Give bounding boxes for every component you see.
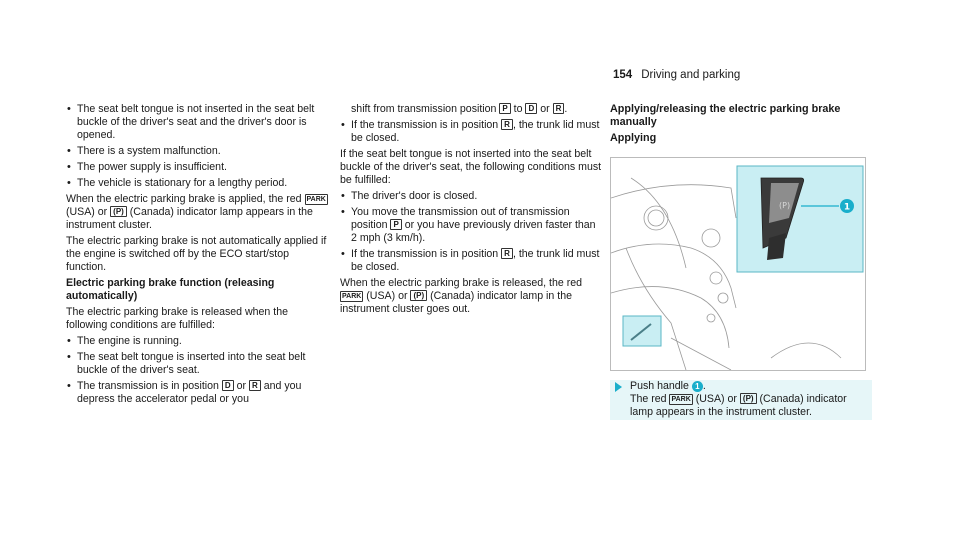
section-title: Driving and parking xyxy=(641,69,741,81)
list-item: • The transmission is in position D or R and you depress the accelerator pedal or you xyxy=(66,380,328,406)
instruction-step xyxy=(610,380,872,420)
list-item: • If the transmission is in position R , the trunk lid must be closed. xyxy=(340,119,602,145)
paragraph: The electric parking brake is released when the following conditions are fulfilled: xyxy=(66,306,288,331)
list-item: • The vehicle is stationary for a lengthy period. xyxy=(66,177,328,190)
list-item: • The driver's door is closed. xyxy=(340,190,602,203)
gear-p-icon: P xyxy=(390,219,401,230)
paragraph: When the electric parking brake is applied, the red PARK (USA) or (P) (Canada) indicator lamp appears in the instrument cluster. xyxy=(66,193,326,231)
gear-r-icon: R xyxy=(553,103,565,114)
paragraph: The electric parking brake is not automatically applied if the engine is switched off by the ECO start/stop function. xyxy=(66,235,327,273)
dashboard-drawing xyxy=(611,158,865,370)
list-item: • You move the transmission out of transmission position P or you have previously driven faster than 2 mph (3 km/h). xyxy=(340,206,602,245)
park-indicator-icon: PARK xyxy=(671,396,691,403)
sub-heading: Applying xyxy=(610,132,657,144)
list-item: • The seat belt tongue is not inserted in the seat belt buckle of the driver's seat and the driver's door is opened. xyxy=(66,103,328,142)
dashboard-illustration xyxy=(610,157,866,371)
page-number: 154 xyxy=(613,69,633,81)
section-heading: Applying/releasing the electric parking brake manually xyxy=(610,103,841,128)
gear-d-icon: D xyxy=(222,380,234,391)
continued-item: shift from transmission position P to D or R . xyxy=(351,103,568,115)
list-item: • There is a system malfunction. xyxy=(66,145,328,158)
list-item: • The power supply is insufficient. xyxy=(66,161,328,174)
brake-indicator-icon: (P) xyxy=(410,290,427,301)
park-indicator-icon: PARK xyxy=(306,196,326,203)
conditions-list xyxy=(66,103,328,190)
conditions-list xyxy=(340,119,602,145)
callout-1-label: 1 xyxy=(843,202,851,213)
gear-p-icon: P xyxy=(499,103,510,114)
section-heading: Electric parking brake function (releasing automatically) xyxy=(66,277,275,302)
park-indicator-icon: PARK xyxy=(342,293,362,300)
step-text: Push handle 1 . The red PARK (USA) or (P) (Canada) indicator lamp appears in the instrument cluster. xyxy=(630,380,847,418)
paragraph: When the electric parking brake is released, the red PARK (USA) or (P) (Canada) indicator lamp in the instrument cluster goes out. xyxy=(340,277,583,315)
list-item: • If the transmission is in position R , the trunk lid must be closed. xyxy=(340,248,602,274)
step-arrow-icon xyxy=(615,382,622,392)
column-3 xyxy=(610,103,872,148)
callout-1-badge: 1 xyxy=(692,381,703,392)
page-header xyxy=(613,69,740,81)
column-1 xyxy=(66,103,328,409)
list-item: • The seat belt tongue is inserted into the seat belt buckle of the driver's seat. xyxy=(66,351,328,377)
gear-r-icon: R xyxy=(501,119,513,130)
gear-d-icon: D xyxy=(525,103,537,114)
brake-indicator-icon: (P) xyxy=(740,393,757,404)
gear-r-icon: R xyxy=(501,248,513,259)
paragraph: If the seat belt tongue is not inserted into the seat belt buckle of the driver's seat, the following conditions must be fulfilled: xyxy=(340,148,602,186)
brake-symbol-icon: (P) xyxy=(779,201,791,210)
brake-indicator-icon: (P) xyxy=(110,206,127,217)
release-conditions-list xyxy=(66,335,328,406)
gear-r-icon: R xyxy=(249,380,261,391)
column-2 xyxy=(340,103,602,319)
list-item: • The engine is running. xyxy=(66,335,328,348)
conditions-list xyxy=(340,190,602,274)
